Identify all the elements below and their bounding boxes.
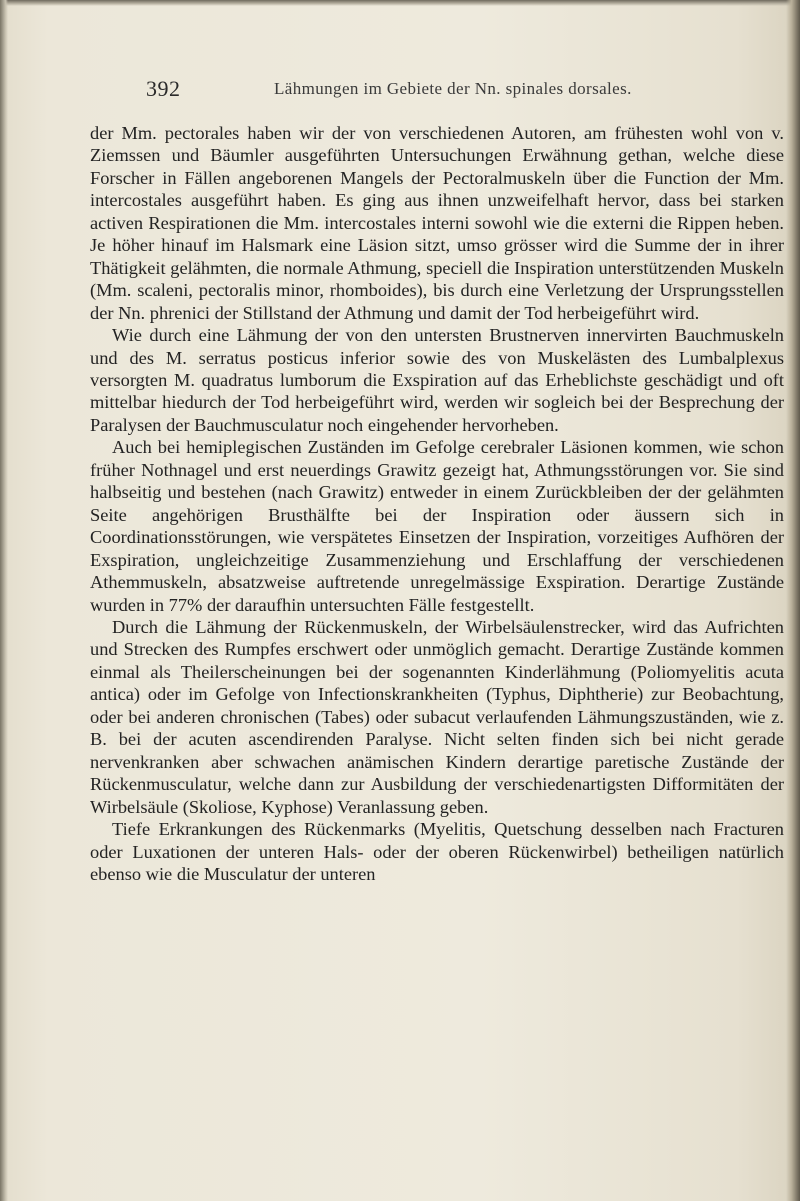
paragraph-5: Tiefe Erkrankungen des Rückenmarks (Myelitis, Quetschung desselben nach Fracturen oder Luxationen der unteren Hals- oder der oberen Rückenwirbel) betheiligen natürlich ebenso wie die Musculatur der unteren <box>90 819 784 884</box>
page-right-shadow <box>786 0 800 1201</box>
page-number: 392 <box>146 76 181 101</box>
body-text <box>90 122 784 885</box>
paragraph-2: Wie durch eine Lähmung der von den untersten Brustnerven innervirten Bauchmuskeln und des M. serratus posticus inferior sowie des von Muskelästen des Lumbalplexus versorgten M. quadratus lumborum die Exspiration auf das Erheblichste geschädigt und oft mittelbar hiedurch der Tod herbeigeführt wird, werden wir sogleich bei der Besprechung der Paralysen der Bauchmusculatur noch eingehender hervorheben. <box>90 325 784 435</box>
paragraph-4: Durch die Lähmung der Rückenmuskeln, der Wirbelsäulenstrecker, wird das Aufrichten und Strecken des Rumpfes erschwert oder unmöglich gemacht. Derartige Zustände kommen einmal als Theilerscheinungen bei der sogenannten Kinderlähmung (Poliomyelitis acuta antica) oder im Gefolge von Infectionskrankheiten (Typhus, Diphtherie) zur Beobachtung, oder bei anderen chronischen (Tabes) oder subacut verlaufenden Lähmungszuständen, wie z. B. bei der acuten ascendirenden Paralyse. Nicht selten finden sich bei nicht gerade nervenkranken aber schwachen anämischen Kindern derartige paretische Zustände der Rückenmusculatur, welche dann zur Ausbildung der verschiedenartigsten Difformitäten der Wirbelsäule (Skoliose, Kyphose) Veranlassung geben. <box>90 616 784 817</box>
page-left-shadow <box>0 0 8 1201</box>
page-header <box>146 76 786 106</box>
paragraph-3: Auch bei hemiplegischen Zuständen im Gefolge cerebraler Läsionen kommen, wie schon früher Nothnagel und erst neuerdings Grawitz gezeigt hat, Athmungsstörungen vor. Sie sind halbseitig und bestehen (nach Grawitz) entweder in einem Zurückbleiben der der gelähmten Seite angehörigen Brusthälfte bei der Inspiration oder äussern sich in Coordinationsstörungen, wie verspätetes Einsetzen der Inspiration, vorzeitiges Aufhören der Exspiration, ungleichzeitige Zusammenziehung und Erschlaffung der verschiedenen Athemmuskeln, absatzweise auftretende unregelmässige Exspiration. Derartige Zustände wurden in 77% der daraufhin untersuchten Fälle festgestellt. <box>90 437 784 615</box>
page-top-shadow <box>0 0 800 6</box>
paragraph-1: der Mm. pectorales haben wir der von verschiedenen Autoren, am frühesten wohl von v. Ziemssen und Bäumler ausgeführten Untersuchungen Erwähnung gethan, welche diese Forscher in Fällen angeborenen Mangels der Pectoralmuskeln über die Function der Mm. intercostales ausgeführt haben. Es ging aus ihnen unzweifelhaft hervor, dass bei starken activen Respirationen die Mm. intercostales interni sowohl wie die externi die Rippen heben. Je höher hinauf im Halsmark eine Läsion sitzt, umso grösser wird die Summe der in ihrer Thätigkeit gelähmten, die normale Athmung, speciell die Inspiration unterstützenden Muskeln (Mm. scaleni, pectoralis minor, rhomboides), bis durch eine Verletzung der Ursprungsstellen der Nn. phrenici der Stillstand der Athmung und damit der Tod herbeigeführt wird. <box>90 123 784 323</box>
running-title: Lähmungen im Gebiete der Nn. spinales dorsales. <box>274 79 632 98</box>
